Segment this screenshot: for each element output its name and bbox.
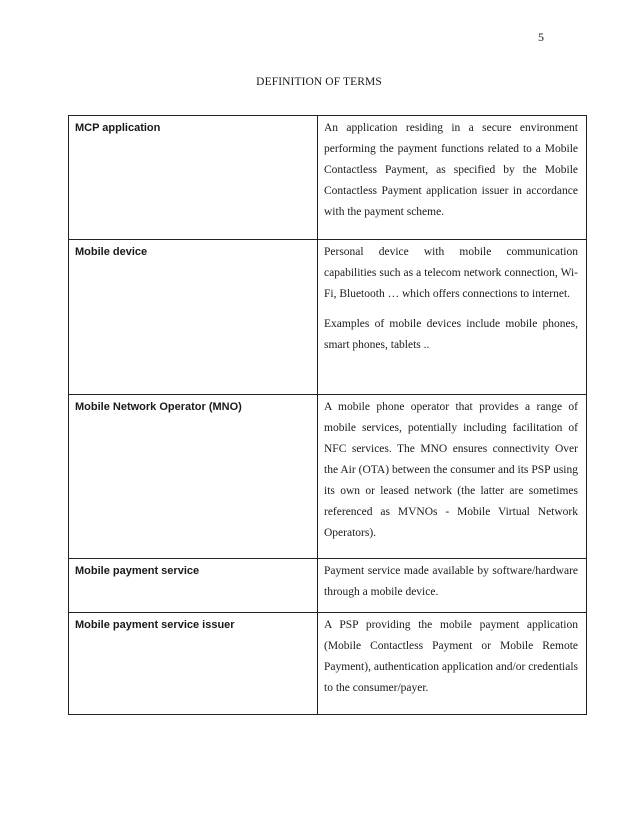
term-cell: Mobile payment service — [69, 559, 318, 613]
page-number: 5 — [538, 30, 544, 44]
term-cell: MCP application — [69, 116, 318, 240]
definition-cell — [318, 395, 587, 559]
definition-text: Personal device with mobile communication capabilities such as a telecom network connection, Wi-Fi, Bluetooth … which offers connections to internet. — [324, 246, 578, 300]
definition-text: A PSP providing the mobile payment application (Mobile Contactless Payment or Mobile Remote Payment), authentication application and/or credentials to the consumer/payer. — [324, 619, 578, 694]
definition-cell — [318, 613, 587, 715]
definition-cell — [318, 240, 587, 395]
definition-cell — [318, 116, 587, 240]
definition-text: Examples of mobile devices include mobile phones, smart phones, tablets .. — [324, 318, 578, 351]
definition-row — [69, 559, 587, 613]
definition-text: An application residing in a secure environment performing the payment functions related to a Mobile Contactless Payment, as specified by the Mobile Contactless Payment application issuer in accordance with the payment scheme. — [324, 122, 578, 218]
page-title: DEFINITION OF TERMS — [256, 76, 382, 88]
definition-row — [69, 240, 587, 395]
definition-cell — [318, 559, 587, 613]
definition-text: A mobile phone operator that provides a range of mobile services, potentially including facilitation of NFC services. The MNO ensures connectivity Over the Air (OTA) between the consumer and its PSP using its own or leased network (the latter are sometimes referenced as MVNOs - Mobile Virtual Network Operators). — [324, 401, 578, 539]
definition-row — [69, 395, 587, 559]
term-cell: Mobile device — [69, 240, 318, 395]
term-cell: Mobile payment service issuer — [69, 613, 318, 715]
term-cell: Mobile Network Operator (MNO) — [69, 395, 318, 559]
definition-row — [69, 613, 587, 715]
definition-row — [69, 116, 587, 240]
definitions-table — [68, 115, 587, 715]
definition-text: Payment service made available by software/hardware through a mobile device. — [324, 565, 578, 598]
